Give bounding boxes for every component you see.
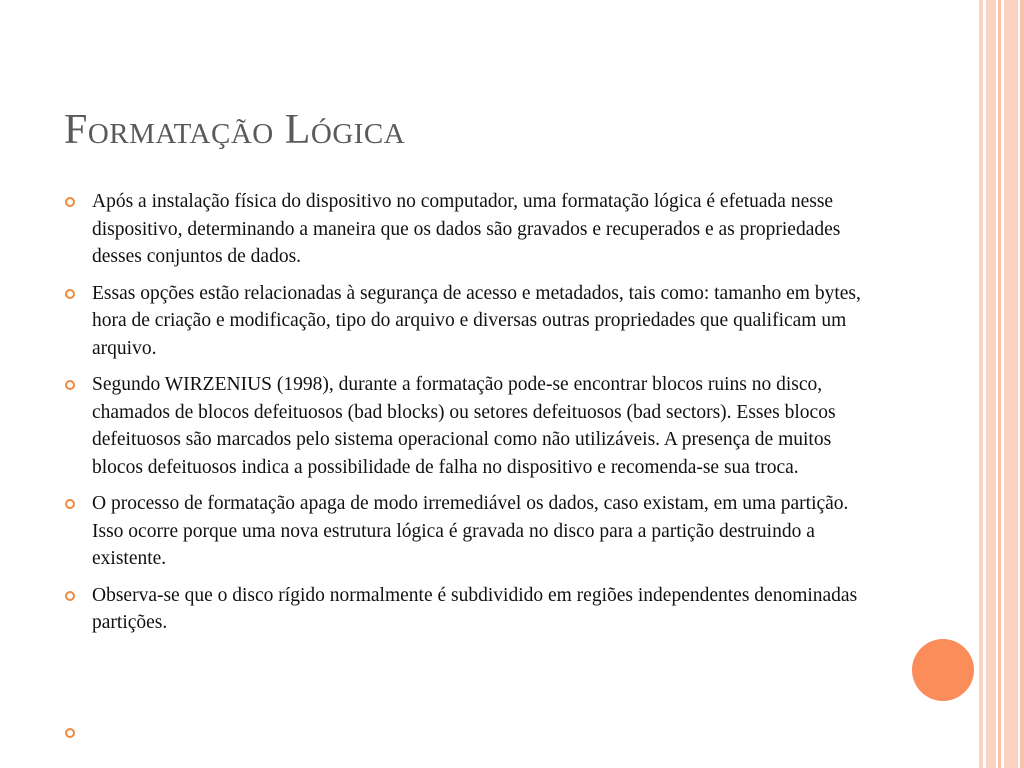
decorative-stripe (986, 0, 996, 768)
decorative-circle (912, 639, 974, 701)
decorative-stripe (1004, 0, 1018, 768)
bullet-ring-icon (65, 197, 75, 207)
bullet-list (64, 188, 884, 646)
bullet-ring-icon (65, 380, 75, 390)
bullet-item (64, 582, 884, 637)
bullet-text: Observa-se que o disco rígido normalmente é subdividido em regiões independentes denominadas partições. (92, 584, 858, 633)
empty-bullet-ring-icon (65, 728, 75, 738)
bullet-ring-icon (65, 499, 75, 509)
bullet-text: O processo de formatação apaga de modo irremediável os dados, caso existam, em uma partição. Isso ocorre porque uma nova estrutura lógica é gravada no disco para a partição destruindo a existente. (92, 493, 849, 569)
bullet-item (64, 280, 884, 363)
bullet-item (64, 188, 884, 271)
bullet-item (64, 371, 884, 481)
slide-title: Formatação Lógica (64, 107, 406, 153)
bullet-text: Essas opções estão relacionadas à segurança de acesso e metadados, tais como: tamanho em bytes, hora de criação e modificação, tipo do arquivo e diversas outras propriedades que qualificam um arquivo. (92, 282, 861, 359)
bullet-ring-icon (65, 289, 75, 299)
decorative-stripe (998, 0, 1001, 768)
bullet-text: Após a instalação física do dispositivo no computador, uma formatação lógica é efetuada nesse dispositivo, determinando a maneira que os dados são gravados e recuperados e as propriedades desses conjuntos de dados. (92, 191, 841, 267)
bullet-text: Segundo WIRZENIUS (1998), durante a formatação pode-se encontrar blocos ruins no disco, chamados de blocos defeituosos (bad blocks) ou setores defeituosos (bad sectors). Esses blocos defeituosos são marcados pelo sistema operacional como não utilizáveis. A presença de muitos blocos defeituosos indica a possibilidade de falha no dispositivo e recomenda-se sua troca. (92, 374, 836, 478)
bullet-ring-icon (65, 591, 75, 601)
bullet-item (64, 490, 884, 573)
decorative-stripe (979, 0, 983, 768)
decorative-stripe (1020, 0, 1024, 768)
